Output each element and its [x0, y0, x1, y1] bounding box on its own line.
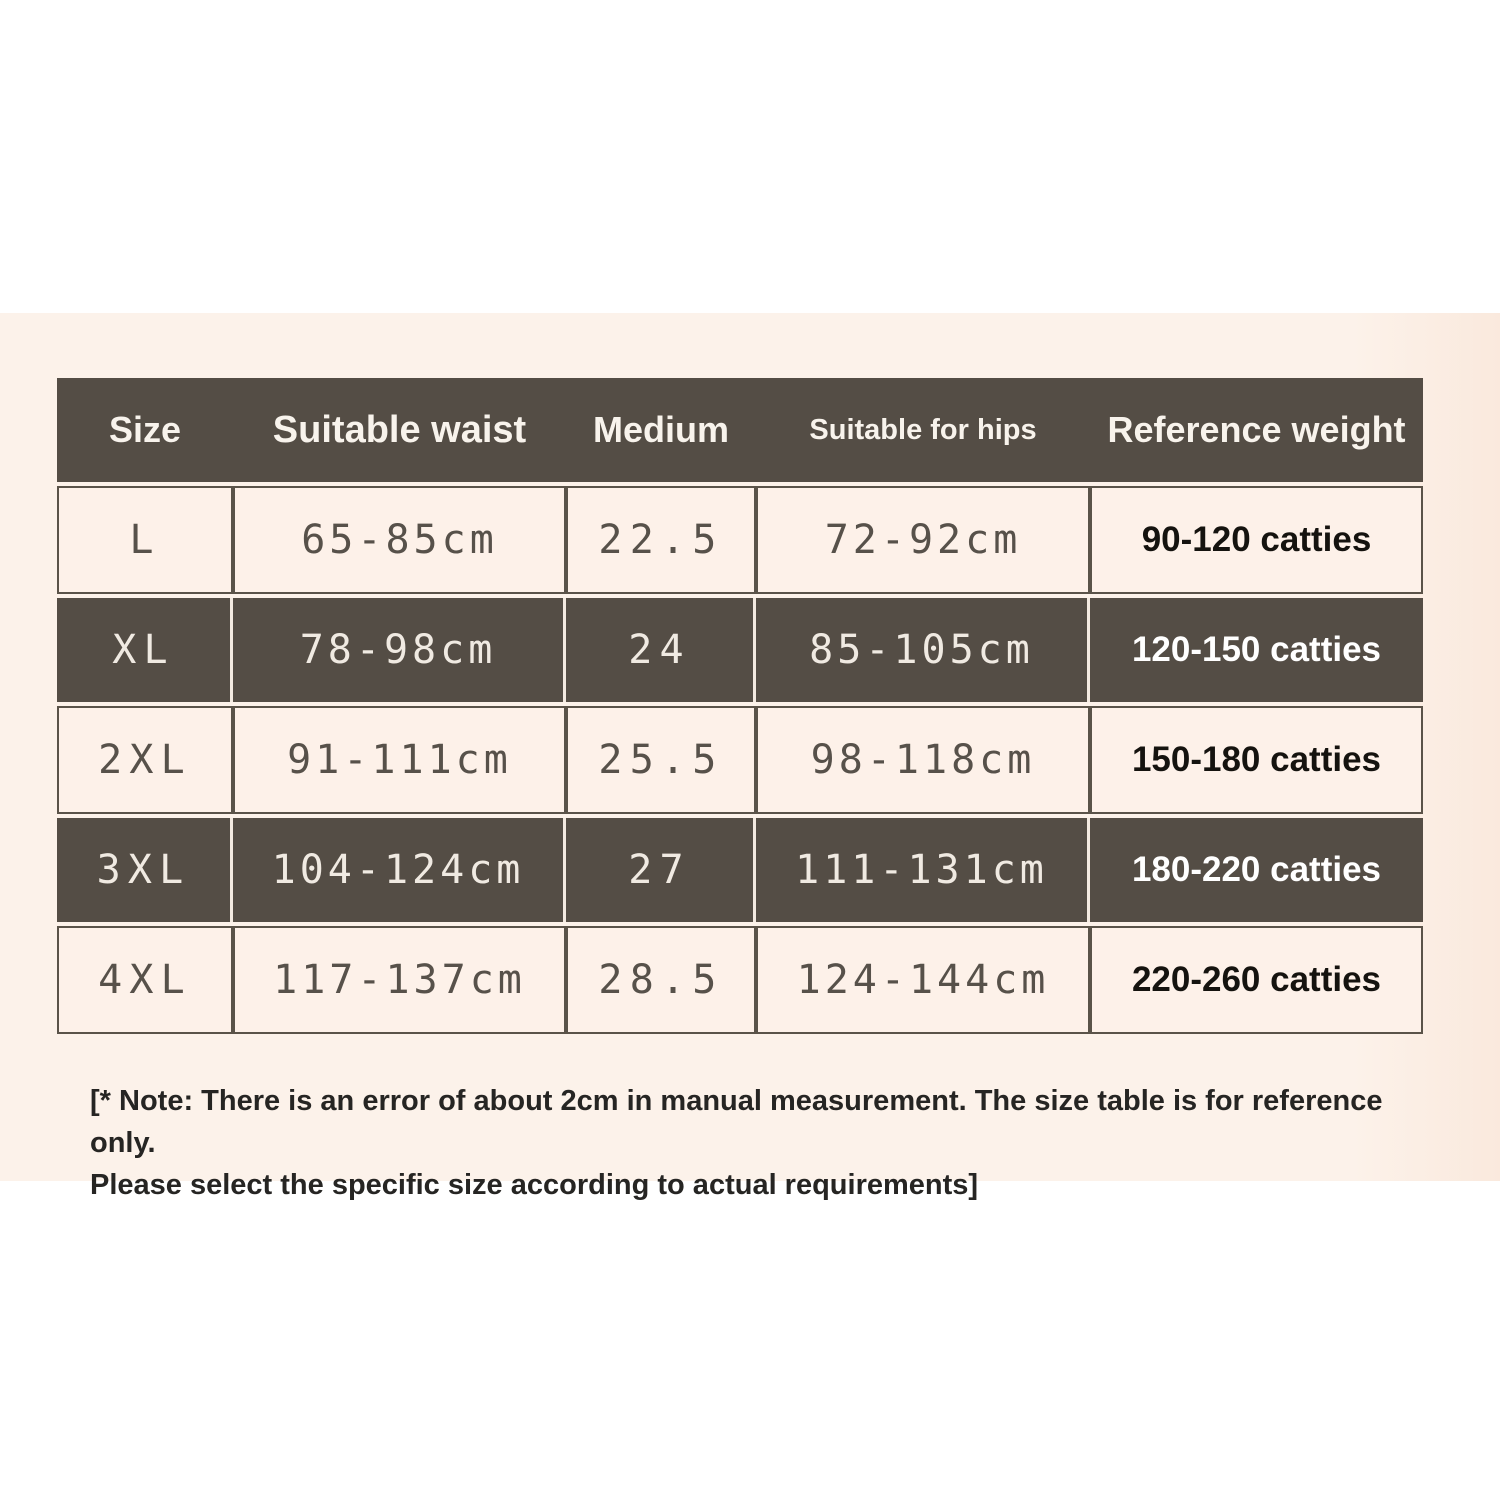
weight-cell: 150-180 catties [1090, 706, 1423, 814]
weight-cell: 120-150 catties [1090, 598, 1423, 702]
hips-cell: 72-92cm [756, 486, 1090, 594]
weight-cell: 220-260 catties [1090, 926, 1423, 1034]
waist-cell: 91-111cm [233, 706, 566, 814]
table-row-4xl [57, 926, 1423, 1034]
waist-cell: 117-137cm [233, 926, 566, 1034]
column-header-medium: Medium [566, 378, 756, 482]
measurement-note [90, 1080, 1430, 1206]
waist-cell: 65-85cm [233, 486, 566, 594]
waist-cell: 78-98cm [233, 598, 566, 702]
header-row [57, 378, 1423, 482]
size-cell: XL [57, 598, 233, 702]
measurement-note-line-2: Please select the specific size according to actual requirements] [90, 1169, 979, 1202]
column-header-reference-weight: Reference weight [1090, 378, 1423, 482]
column-header-suitable-waist: Suitable waist [233, 378, 566, 482]
hips-cell: 111-131cm [756, 818, 1090, 922]
table-row-xl [57, 598, 1423, 702]
table-row-l [57, 486, 1423, 594]
hips-cell: 98-118cm [756, 706, 1090, 814]
size-cell: 2XL [57, 706, 233, 814]
table-row-3xl [57, 818, 1423, 922]
table-row-2xl [57, 706, 1423, 814]
measurement-note-line-1: [* Note: There is an error of about 2cm in manual measurement. The size table is for reference only. [90, 1085, 1383, 1160]
size-cell: 3XL [57, 818, 233, 922]
size-cell: 4XL [57, 926, 233, 1034]
weight-cell: 180-220 catties [1090, 818, 1423, 922]
waist-cell: 104-124cm [233, 818, 566, 922]
hips-cell: 85-105cm [756, 598, 1090, 702]
column-header-size: Size [57, 378, 233, 482]
column-header-suitable-for-hips: Suitable for hips [756, 378, 1090, 482]
size-chart-table [57, 374, 1423, 1038]
medium-cell: 25.5 [566, 706, 756, 814]
medium-cell: 28.5 [566, 926, 756, 1034]
medium-cell: 27 [566, 818, 756, 922]
size-cell: L [57, 486, 233, 594]
weight-cell: 90-120 catties [1090, 486, 1423, 594]
medium-cell: 22.5 [566, 486, 756, 594]
hips-cell: 124-144cm [756, 926, 1090, 1034]
medium-cell: 24 [566, 598, 756, 702]
